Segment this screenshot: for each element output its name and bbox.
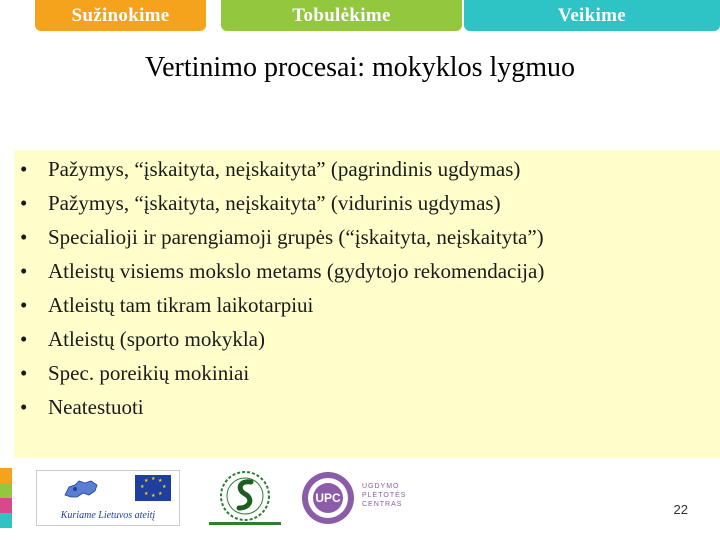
page-number: 22 <box>673 502 688 517</box>
upc-logo-text-line: PLĖTOTĖS <box>362 492 407 499</box>
upc-logo-text-line: CENTRAS <box>362 501 403 508</box>
bullet-list <box>20 152 544 424</box>
tab-suzinokime-label: Sužinokime <box>71 4 170 26</box>
tab-veikime-label: Veikime <box>558 4 626 26</box>
stripe-pink <box>0 498 12 513</box>
stripe-orange <box>0 468 12 483</box>
bullet-item <box>20 186 544 220</box>
eu-logo-slogan: Kuriame Lietuvos ateitį <box>60 510 156 521</box>
bullet-text: Atleistų visiems mokslo metams (gydytojo rekomendacija) <box>48 259 545 283</box>
tab-suzinokime[interactable] <box>0 0 218 31</box>
bullet-text: Neatestuoti <box>48 395 144 419</box>
eu-flag-icon: ★ ★ ★ ★ ★ ★ ★ ★ <box>135 475 171 501</box>
bullet-item <box>20 288 544 322</box>
stripe-teal <box>0 513 12 528</box>
bullet-text: Spec. poreikių mokiniai <box>48 361 250 385</box>
bullet-icon: • <box>20 361 28 385</box>
tab-veikime[interactable] <box>464 0 720 31</box>
bullet-icon: • <box>20 327 28 351</box>
bullet-item <box>20 254 544 288</box>
bullet-icon: • <box>20 293 28 317</box>
tab-suzinokime-bg <box>35 0 206 31</box>
bullet-text: Pažymys, “įskaityta, neįskaityta” (pagrindinis ugdymas) <box>48 157 521 181</box>
upc-logo <box>300 470 420 526</box>
tab-tobulekime[interactable] <box>221 0 462 31</box>
bullet-text: Atleistų tam tikram laikotarpiui <box>48 293 314 317</box>
bullet-icon: • <box>20 395 28 419</box>
bullet-item <box>20 322 544 356</box>
section-tabs <box>0 0 720 31</box>
bullet-icon: • <box>20 225 28 249</box>
europe-map-icon <box>61 477 101 501</box>
ministry-logo-icon <box>205 468 285 528</box>
slide-title: Vertinimo procesai: mokyklos lygmuo <box>144 52 576 83</box>
bullet-text: Specialioji ir parengiamoji grupės (“įskaityta, neįskaityta”) <box>48 225 544 249</box>
upc-logo-abbr: UPC <box>315 491 341 505</box>
bullet-item <box>20 220 544 254</box>
bullet-text: Pažymys, “įskaityta, neįskaityta” (vidurinis ugdymas) <box>48 191 501 215</box>
bullet-item <box>20 356 544 390</box>
upc-logo-text <box>362 482 406 509</box>
bullet-icon: • <box>20 191 28 215</box>
bullet-item <box>20 390 544 424</box>
bullet-text: Atleistų (sporto mokykla) <box>48 327 265 351</box>
stripe-green <box>0 483 12 498</box>
bullet-item <box>20 152 544 186</box>
tab-tobulekime-label: Tobulėkime <box>292 4 391 26</box>
bullet-icon: • <box>20 157 28 181</box>
color-stripes <box>0 468 12 528</box>
bullet-icon: • <box>20 259 28 283</box>
eu-funds-logo <box>36 470 180 526</box>
upc-logo-text-line: UGDYMO <box>362 483 400 490</box>
